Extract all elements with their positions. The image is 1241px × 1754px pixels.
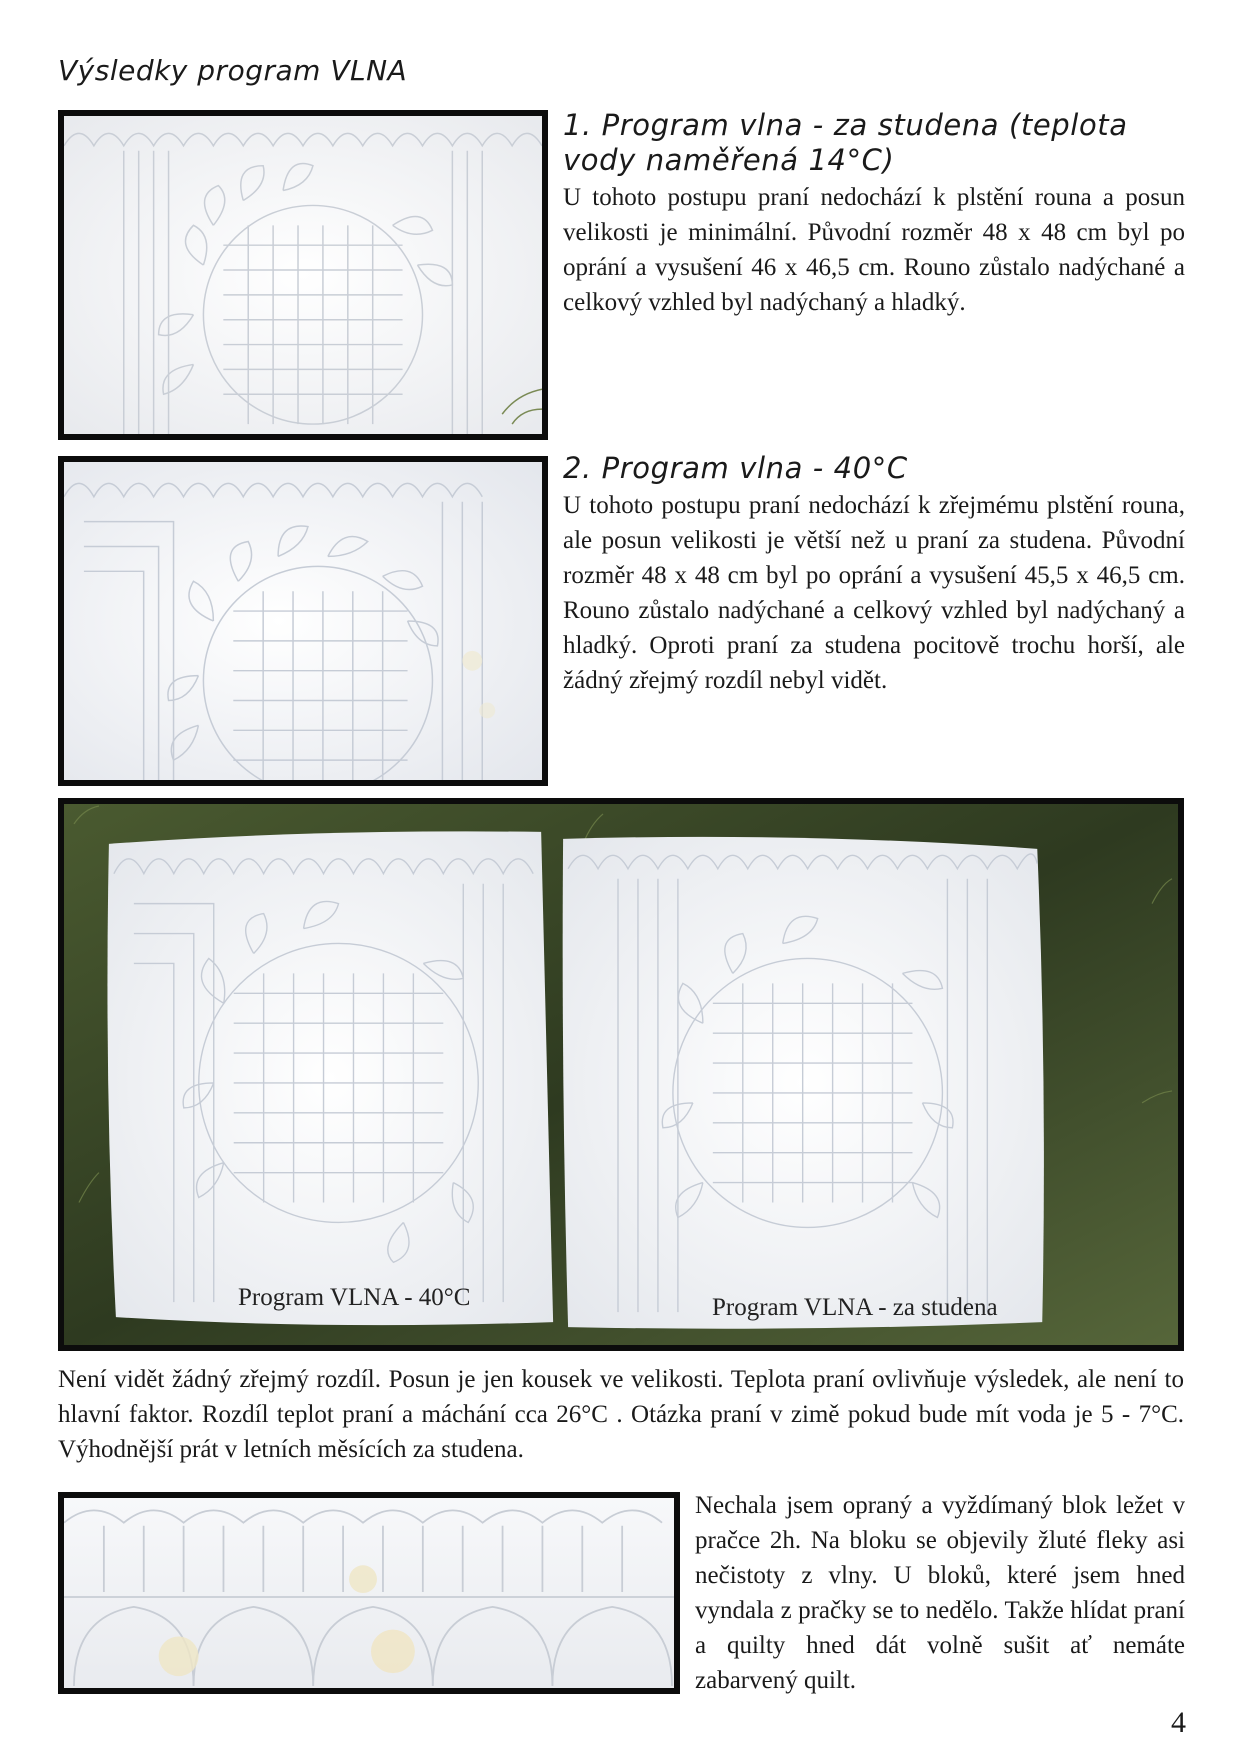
quilt-detail-image — [64, 1498, 674, 1688]
two-quilt-blocks-on-grass-image — [64, 804, 1178, 1345]
quilt-photo-cold-wash — [58, 110, 548, 440]
comparison-photo — [58, 798, 1184, 1351]
quilt-photo-40c-wash — [58, 456, 548, 786]
quilt-block-image — [64, 116, 542, 434]
quilt-detail-photo-yellow-stains — [58, 1492, 680, 1694]
page-number: 4 — [1171, 1706, 1186, 1739]
section1-text: U tohoto postupu praní nedochází k plstění rouna a posun velikosti je minimální. Původní rozměr 48 x 48 cm byl po oprání a vysušení 46 x 46,5 cm. Rouno zůstalo nadýchané a celkový vzhled byl nadýchaný a hladký. — [563, 184, 1185, 316]
summary-text: Není vidět žádný zřejmý rozdíl. Posun je jen kousek ve velikosti. Teplota praní ovlivňuje výsledek, ale není to hlavní faktor. Rozdíl teplot praní a máchání cca 26°C . Otázka praní v zimě pokud bude mít voda je 5 - 7°C. Výhodnější prát v letních měsících za studena. — [58, 1366, 1184, 1463]
section2-text: U tohoto postupu praní nedochází k zřejmému plstění rouna, ale posun velikosti je větší než u praní za studena. Původní rozměr 48 x 48 cm byl po oprání a vysušení 45,5 x 46,5 cm. Rouno zůstalo nadýchané a celkový vzhled byl nadýchaný a hladký. Oproti praní za studena pocitově trochu horší, ale žádný zřejmý rozdíl nebyl vidět. — [563, 492, 1185, 694]
page-title: Výsledky program VLNA — [58, 54, 408, 87]
caption-cold: Program VLNA - za studena — [712, 1294, 998, 1321]
section2-heading: 2. Program vlna - 40°C — [563, 451, 908, 485]
note-text: Nechala jsem opraný a vyždímaný blok ležet v pračce 2h. Na bloku se objevily žluté fleky asi nečistoty z vlny. U bloků, které jsem hned vyndala z pračky se to nedělo. Takže hlídat praní a quilty hned dát volně sušit ať nemáte zabarvený quilt. — [695, 1492, 1185, 1694]
caption-40c: Program VLNA - 40°C — [238, 1284, 471, 1311]
quilt-block-image — [64, 462, 542, 780]
section1-heading: 1. Program vlna - za studena (teplota vody naměřená 14°C) — [563, 108, 1128, 177]
